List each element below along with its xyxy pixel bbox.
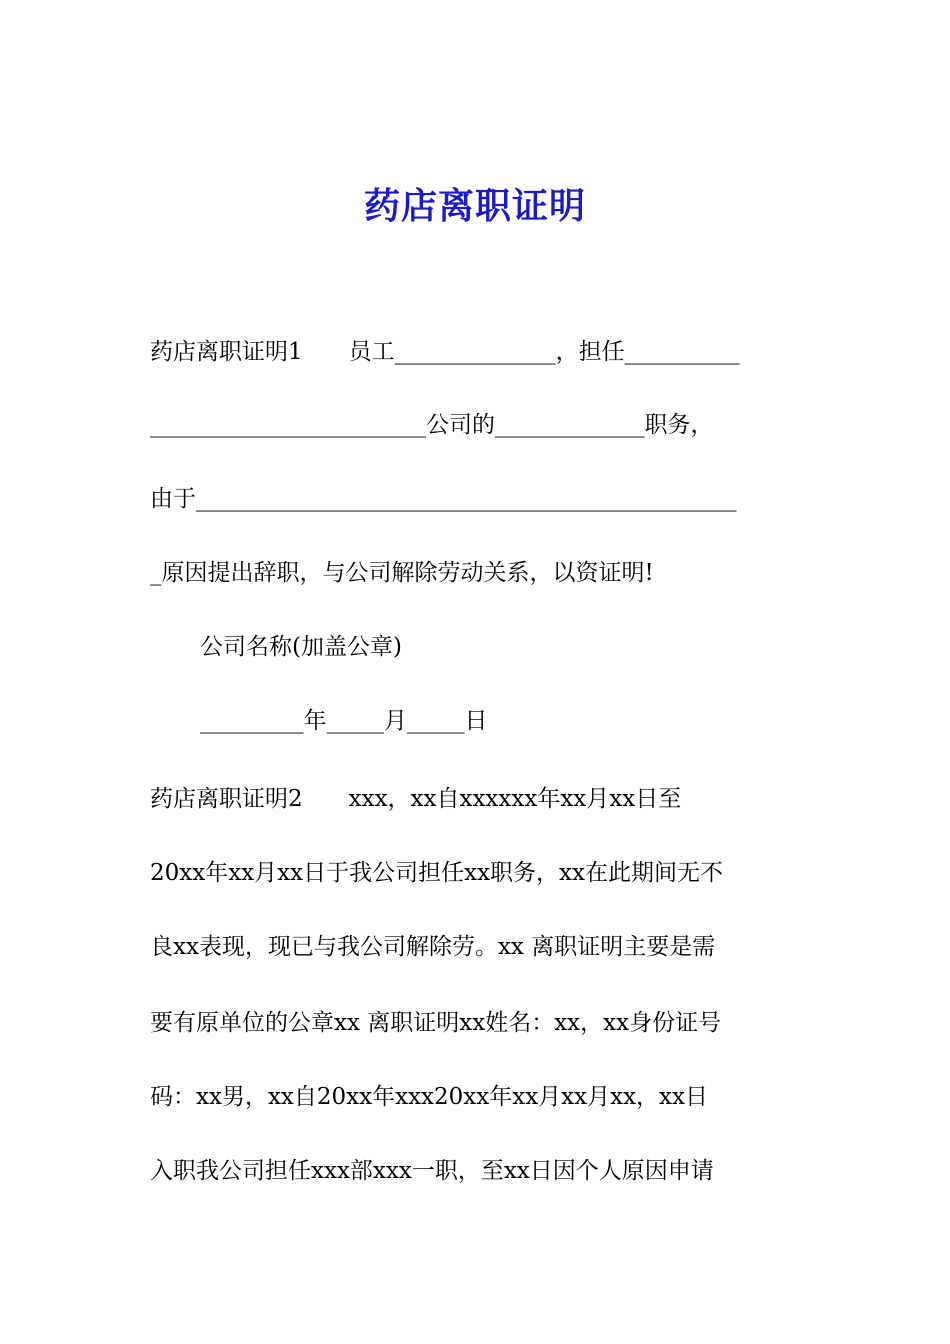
date-line: _________年_____月_____日 (200, 708, 488, 734)
paragraph-line: 要有原单位的公章xx 离职证明xx姓名：xx，xx身份证号 (150, 1010, 722, 1036)
paragraph-line: _原因提出辞职，与公司解除劳动关系，以资证明! (150, 560, 654, 586)
paragraph-line: 药店离职证明2 xxx，xx自xxxxxx年xx月xx日至 (150, 786, 682, 812)
paragraph-line: 由于_______________________________________________ (150, 486, 737, 512)
paragraph-line: 入职我公司担任xxx部xxx一职，至xx日因个人原因申请 (150, 1158, 714, 1184)
company-seal-line: 公司名称(加盖公章) (200, 634, 402, 660)
paragraph-line: 码：xx男，xx自20xx年xxx20xx年xx月xx月xx，xx日 (150, 1084, 708, 1110)
paragraph-line: 良xx表现，现已与我公司解除劳。xx 离职证明主要是需 (150, 934, 716, 960)
paragraph-line: 药店离职证明1 员工______________，担任__________ (150, 339, 740, 365)
document-title: 药店离职证明 (363, 185, 586, 227)
paragraph-line: ________________________公司的_____________职务， (150, 412, 714, 438)
paragraph-line: 20xx年xx月xx日于我公司担任xx职务，xx在此期间无不 (150, 860, 723, 886)
